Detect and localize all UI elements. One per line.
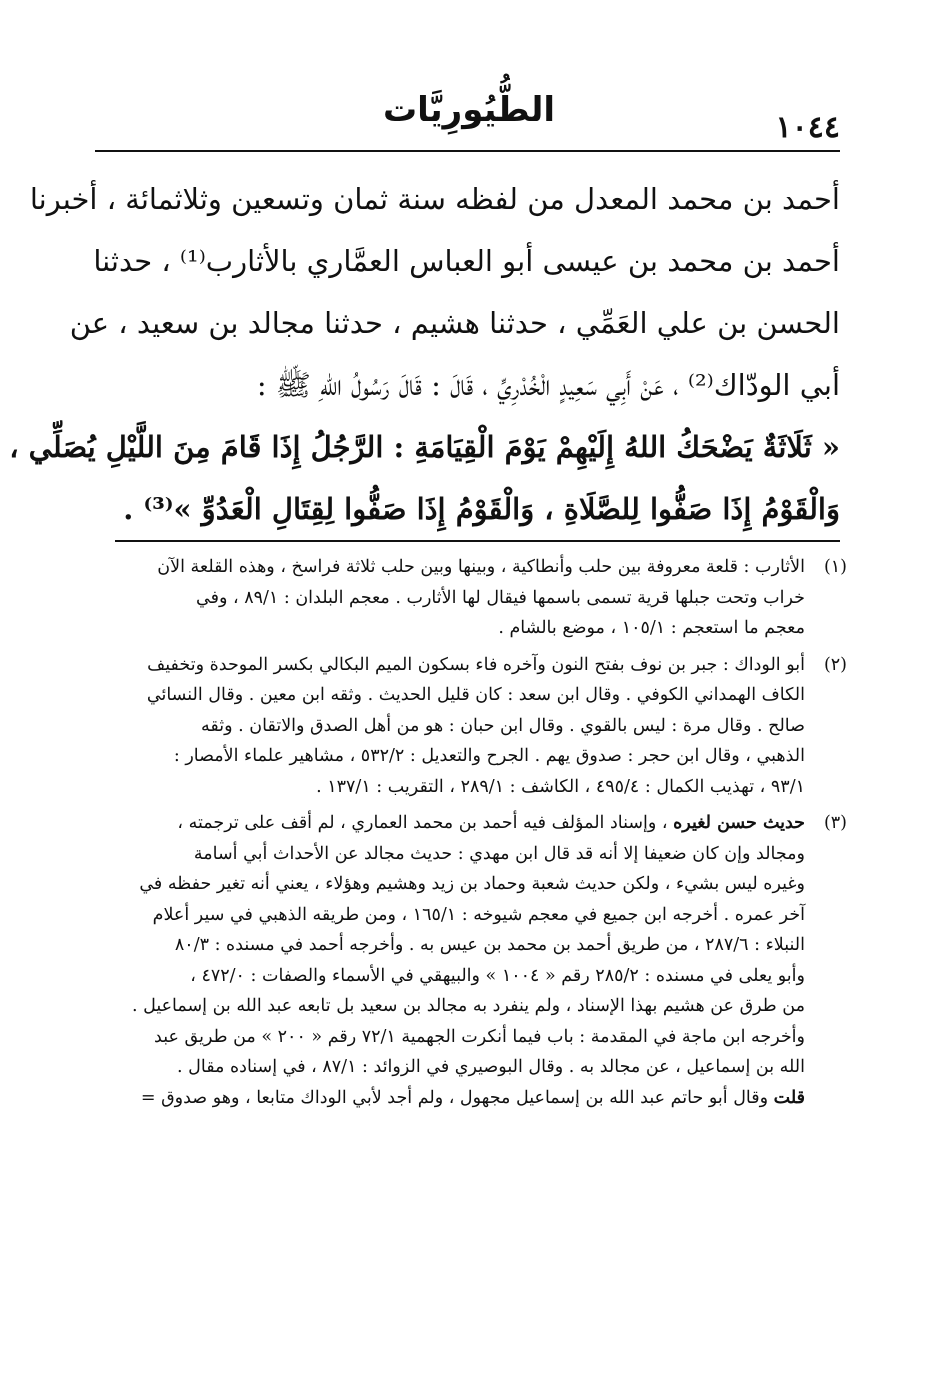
footnote-line: الذهبي ، وقال ابن حجر : صدوق يهم . الجرح والتعديل : ٥٣٢/٢ ، مشاهير علماء الأمصار : (173, 746, 805, 766)
page-number: ١٠٤٤ (775, 110, 840, 145)
footnote-line (95, 808, 805, 839)
footnote-line: النبلاء : ٢٨٧/٦ ، من طريق أحمد بن محمد بن عيس به . وأخرجه أحمد في مسنده : ٨٠/٣ (174, 935, 805, 955)
footnote-line: من طرق عن هشيم بهذا الإسناد ، ولم ينفرد به مجالد بن سعيد بل تابعه عبد الله بن إسماعيل . (131, 996, 805, 1016)
footnote-3 (95, 808, 847, 1113)
footnote-line: أبو الوداك : جبر بن نوف بفتح النون وآخره فاء بسكون الميم البكالي بكسر الموحدة وتخفيف (147, 654, 805, 675)
main-text-line: الحسن بن علي العَمِّي ، حدثنا هشيم ، حدثنا مجالد بن سعيد ، عن (69, 306, 840, 340)
qult-label: قلت (773, 1087, 805, 1108)
footnote-line: ومجالد وإن كان ضعيفا إلا أنه قد قال ابن مهدي : حديث مجالد عن الأحداث أبي أسامة (193, 843, 805, 864)
footnote-line: وغيره ليس بشيء ، ولكن حديث شعبة وحماد بن زيد وهشيم وهؤلاء ، يعني أنه تغير حفظه في (139, 874, 805, 894)
footnote-1 (95, 552, 847, 644)
footnote-line: معجم ما استعجم : ١٠٥/١ ، موضع بالشام . (498, 618, 805, 638)
footnote-line: آخر عمره . أخرجه ابن جميع في معجم شيوخه : ١٦٥/١ ، ومن طريقه الذهبي في سير أعلام (152, 904, 805, 925)
main-text-line: أحمد بن محمد بن عيسى أبو العباس العمَّاري بالأثارب⁽¹⁾ ، حدثنا (93, 244, 840, 278)
footnote-line: خراب وتحت جبلها قرية تسمى باسمها فيقال لها الأثارب . معجم البلدان : ٨٩/١ ، وفي (196, 587, 805, 608)
footnote-line-rest: ، وإسناد المؤلف فيه أحمد بن محمد العماري ، لم أقف على ترجمته ، (177, 813, 668, 833)
hadith-text-line: وَالْقَوْمُ إِذَا صَفُّوا لِلصَّلَاةِ ، وَالْقَوْمُ إِذَا صَفُّوا لِقِتَالِ الْعَدُوِّ »⁽³⁾ . (123, 492, 840, 526)
footnote-separator (115, 540, 840, 542)
footnote-2 (95, 650, 847, 803)
footnote-line: ٩٣/١ ، تهذيب الكمال : ٤٩٥/٤ ، الكاشف : ٢٨٩/١ ، التقريب : ١٣٧/١ . (316, 776, 805, 797)
running-title: الطُّيُورِيَّات (382, 90, 555, 130)
footnote-line-rest: وقال أبو حاتم عبد الله بن إسماعيل مجهول ، ولم أجد لأبي الوداك متابعا ، وهو صدوق = (140, 1087, 769, 1108)
page-header (95, 88, 840, 150)
main-text-line: أبي الودّاك⁽²⁾ ، عَنْ أَبِي سَعِيدٍ الْخُدْرِيِّ ، قَالَ : قَالَ رَسُولُ اللهِ ﷺ : (256, 368, 840, 402)
hadith-text-line: « ثَلَاثَةٌ يَضْحَكُ اللهُ إِلَيْهِمْ يَوْمَ الْقِيَامَةِ : الرَّجُلُ إِذَا قَامَ مِنَ اللَّيْلِ يُصَلِّي ، (9, 430, 840, 464)
footnote-line (95, 1083, 805, 1114)
footnote-number: (٣) (823, 813, 847, 833)
grading-label: حديث حسن لغيره (673, 813, 805, 833)
footnote-line: الله بن إسماعيل ، عن مجالد به . وقال البوصيري في الزوائد : ٨٧/١ ، في إسناده مقال . (177, 1057, 805, 1077)
main-text (9, 168, 840, 540)
footnote-number: (١) (823, 557, 847, 577)
footnote-line: وأخرجه ابن ماجة في المقدمة : باب فيما أنكرت الجهمية ٧٢/١ رقم « ٢٠٠ » من طريق عبد (154, 1026, 805, 1047)
footnote-line: صالح . وقال مرة : ليس بالقوي . وقال ابن حبان : هو من أهل الصدق والاتقان . وثقه (201, 715, 805, 736)
footnote-line: الأثارب : قلعة معروفة بين حلب وأنطاكية ، وبينها وبين حلب ثلاثة فراسخ ، وهذه القلعة الآن (157, 557, 805, 577)
header-rule (95, 150, 840, 152)
footnotes (95, 552, 847, 1115)
main-text-line: أحمد بن محمد المعدل من لفظه سنة ثمان وتسعين وثلاثمائة ، أخبرنا (29, 182, 840, 216)
footnote-line: وأبو يعلى في مسنده : ٢٨٥/٢ رقم « ١٠٠٤ » والبيهقي في الأسماء والصفات : ٤٧٢/٠ ، (190, 965, 805, 986)
footnote-line: الكاف الهمداني الكوفي . وقال ابن سعد : كان قليل الحديث . وثقه ابن معين . وقال النسائي (146, 685, 805, 705)
footnote-number: (٢) (823, 654, 847, 675)
